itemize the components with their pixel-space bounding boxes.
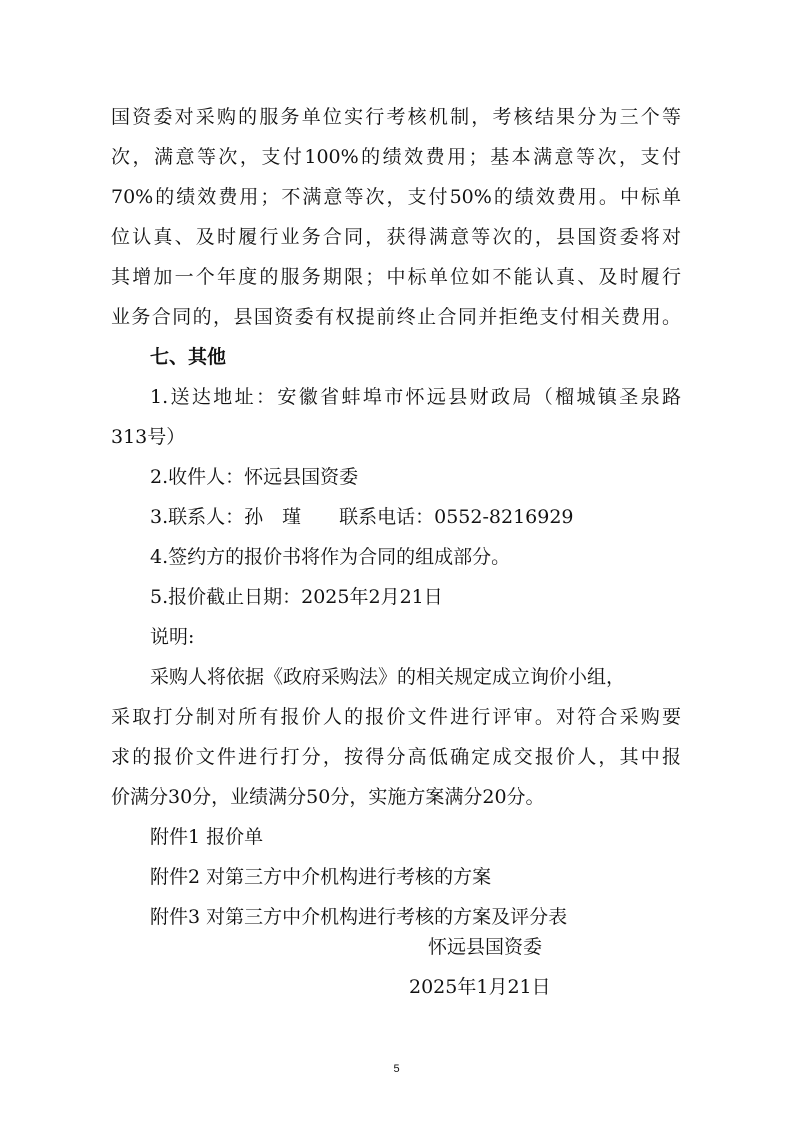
paragraph-line: 业务合同的，县国资委有权提前终止合同并拒绝支付相关费用。 — [111, 306, 681, 328]
contact-line: 3.联系人：孙 瑾 联系电话：0552-8216929 — [150, 506, 574, 528]
attachment-item: 附件2 对第三方中介机构进行考核的方案 — [150, 866, 492, 888]
delivery-address-line: 1.送达地址：安徽省蚌埠市怀远县财政局（榴城镇圣泉路 — [150, 386, 681, 408]
explanation-line: 采取打分制对所有报价人的报价文件进行评审。对符合采购要 — [111, 706, 681, 728]
attachment-item: 附件1 报价单 — [150, 826, 264, 848]
delivery-address-line: 313号） — [111, 426, 186, 448]
paragraph-line: 其增加一个年度的服务期限；中标单位如不能认真、及时履行 — [111, 266, 681, 288]
explanation-line: 价满分30分，业绩满分50分，实施方案满分20分。 — [111, 786, 545, 808]
contract-note-line: 4.签约方的报价书将作为合同的组成部分。 — [150, 546, 511, 568]
attachment-item: 附件3 对第三方中介机构进行考核的方案及评分表 — [150, 906, 568, 928]
explanation-line: 采购人将依据《政府采购法》的相关规定成立询价小组， — [150, 666, 626, 688]
recipient-line: 2.收件人：怀远县国资委 — [150, 466, 359, 488]
section-heading: 七、其他 — [150, 346, 227, 368]
explanation-label: 说明: — [150, 626, 195, 648]
page-number: 5 — [393, 1063, 400, 1075]
paragraph-line: 次，满意等次，支付100%的绩效费用；基本满意等次，支付 — [111, 146, 681, 168]
paragraph-line: 70%的绩效费用；不满意等次，支付50%的绩效费用。中标单 — [111, 186, 681, 208]
signature-organization: 怀远县国资委 — [428, 936, 543, 958]
deadline-line: 5.报价截止日期：2025年2月21日 — [150, 586, 443, 608]
paragraph-line: 位认真、及时履行业务合同，获得满意等次的，县国资委将对 — [111, 226, 681, 248]
paragraph-line: 国资委对采购的服务单位实行考核机制，考核结果分为三个等 — [111, 106, 681, 128]
signature-date: 2025年1月21日 — [409, 976, 551, 998]
explanation-line: 求的报价文件进行打分，按得分高低确定成交报价人，其中报 — [111, 746, 681, 768]
